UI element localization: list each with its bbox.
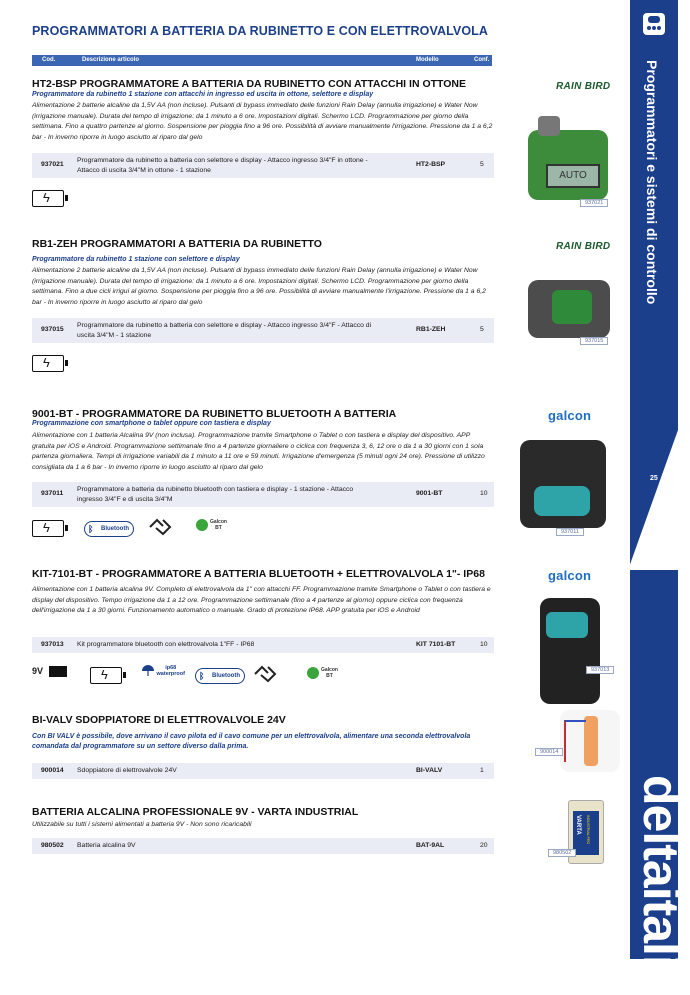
sidebar-notch [628,430,678,570]
item-code: 900014 [41,767,64,774]
product-title: HT2-BSP PROGRAMMATORE A BATTERIA DA RUBINETTO CON ATTACCHI IN OTTONE [32,78,466,90]
bluetooth-icon: ᛒ Bluetooth [84,521,134,537]
product-description: Alimentazione 2 batterie alcaline da 1,5V AA (non incluse). Pulsanti di bypass immediato delle funzioni Rain Delay (annulla irrigazione) e Water Now (irrigazione manuale). Durata del tempo di irrigazione: da 1 minuto a 6 ore. Impostazioni digitali. Schermo LCD. Programmazione per giorno della settimana. Fino a quattro partenze al giorno. Sospensione per pioggia fino a 96 ore. Possibilità di avviare manualmente l'irrigazione. Pressione da 1 a 6,2 bar - In inverno riporre in luogo asciutto al riparo dal gelo [32,102,493,141]
item-code: 937013 [41,641,64,648]
item-model: KIT 7101-BT [416,641,456,648]
item-code: 937015 [41,326,64,333]
controller-display [534,486,590,516]
varta-sublabel: INDUSTRIAL PRO [586,815,590,845]
ip68-waterproof-icon: ip68 waterproof [141,664,185,678]
product-title: RB1-ZEH PROGRAMMATORI A BATTERIA DA RUBINETTO [32,238,322,250]
brand-logo: deltaitalia [633,775,689,995]
lcd-display: AUTO [546,164,600,188]
header-desc: Descrizione articolo [82,57,140,63]
galcon-bt-icon: Galcon BT [196,519,227,531]
product-title: BATTERIA ALCALINA PROFESSIONALE 9V - VARTA INDUSTRIAL [32,806,359,818]
item-description: Kit programmatore bluetooth con elettrovalvola 1"FF - IP68 [77,641,255,648]
product-subtitle: Programmatore da rubinetto 1 stazione con attacchi in ingresso ed uscita in ottone, selettore e display [32,91,374,98]
image-code: 937011 [556,528,584,536]
item-qty: 20 [480,842,488,849]
product-description: Alimentazione con 1 batteria alcalina 9V. Completo di elettrovalvola da 1" con attacchi FF. Programmazione tramite Smartphone o Tablet o con tastiera e display del dispositivo. Tempo irrigazione da 1 a 12 ore. Programmazione settimanale (fino a 4 partenze al giorno) oppure ciclica con frequenza dell'irrigazione da 1 a 30 giorni. Funzionamento automatico o manuale. Grado di protezione IP68. APP gratuita per iOS e Android [32,586,491,614]
image-code: 937015 [580,337,608,345]
varta-label: VARTA [575,815,581,835]
item-code: 980502 [41,842,64,849]
battery-icon: ϟ [90,667,122,684]
product-title: KIT-7101-BT - PROGRAMMATORE A BATTERIA BLUETOOTH + ELETTROVALVOLA 1"- IP68 [32,568,485,580]
table-row [32,763,494,779]
item-model: HT2-BSP [416,161,446,168]
controller-display [546,612,588,638]
image-code: 937021 [580,199,608,207]
battery-icon: ϟ [32,190,64,207]
item-code: 937011 [41,490,64,497]
section-tab-title: Programmatori e sistemi di controllo [644,60,660,305]
galcon-logo: galcon [548,568,592,583]
product-subtitle: Con BI VALV è possibile, dove arrivano il cavo pilota ed il cavo comune per un elettrovalvola, alimentare una seconda elettrovalvola comandata dal programmatore su un settore diverso dalla prima. [32,733,471,750]
product-title: BI-VALV SDOPPIATORE DI ELETTROVALVOLE 24V [32,714,286,726]
item-description: Sdoppiatore di elettrovalvole 24V [77,767,177,774]
link-icon [146,517,174,542]
item-description: Batteria alcalina 9V [77,842,136,849]
table-header [32,55,492,66]
item-code: 937021 [41,161,64,168]
header-model: Modello [416,57,439,63]
item-model: 9001-BT [416,490,443,497]
header-cod: Cod. [42,57,56,63]
item-qty: 5 [480,326,484,333]
product-image-bivalv [560,710,620,772]
table-row [32,318,494,343]
splitter-body [584,716,598,766]
table-row [32,838,494,854]
image-code: 980502 [548,849,576,857]
page-title: PROGRAMMATORI A BATTERIA DA RUBINETTO E CON ELETTROVALVOLA [32,24,489,38]
item-qty: 10 [480,641,488,648]
header-qty: Conf. [474,57,490,63]
product-subtitle: Programmazione con smartphone o tablet oppure con tastiera e display [32,420,271,427]
bluetooth-icon: ᛒ Bluetooth [195,668,245,684]
rainbird-logo: RAIN BIRD [556,241,611,252]
product-image-rb1 [528,280,610,338]
item-description: Programmatore da rubinetto a batteria con selettore e display - Attacco ingresso 3/4"F - Attacco di uscita 3/4"M - 1 stazione [77,322,372,339]
faucet-connector [538,116,560,136]
controller-body [552,290,592,324]
table-row [32,153,494,178]
item-qty: 10 [480,490,488,497]
galcon-bt-icon: Galcon BT [307,667,338,679]
app-icon [643,13,665,35]
product-subtitle: Programmatore da rubinetto 1 stazione con selettore e display [32,256,240,263]
product-description: Alimentazione 2 batterie alcaline da 1,5V AA (non incluse). Pulsanti di bypass immediato delle funzioni Rain Delay (annulla irrigazione) e Water Now (irrigazione manuale). Durata del tempo di irrigazione: da 1 minuto a 6 ore. Impostazioni digitali. Schermo LCD. Programmazione per giorno della settimana. Fino a due cicli irrigui al giorno. Sospensione per pioggia fino a 96 ore. Possibilità di avviare manualmente l'irrigazione. Pressione da 1 a 6,2 bar - In inverno riporre in luogo asciutto al riparo dal gelo [32,267,486,306]
product-title: 9001-BT - PROGRAMMATORE DA RUBINETTO BLUETOOTH A BATTERIA [32,408,397,420]
9v-battery-icon: 9V [32,666,67,677]
product-image-kit7101 [540,598,600,704]
image-code: 937013 [586,666,614,674]
table-row [32,637,494,653]
item-description: Programmatore a batteria da rubinetto bluetooth con tastiera e display - 1 stazione - Attacco ingresso 3/4"F e di uscita 3/4"M [77,486,354,503]
page-number: 25 [650,475,658,482]
galcon-logo: galcon [548,408,592,423]
image-code: 900014 [535,748,563,756]
item-qty: 1 [480,767,484,774]
cables [564,720,586,762]
battery-icon: ϟ [32,520,64,537]
battery-icon: ϟ [32,355,64,372]
item-model: BI-VALV [416,767,443,774]
item-description: Programmatore da rubinetto a batteria con selettore e display - Attacco ingresso 3/4"F in ottone - Attacco di uscita 3/4"M in ottone - 1 stazione [77,157,368,174]
table-row [32,482,494,507]
item-qty: 5 [480,161,484,168]
item-model: BAT-9AL [416,842,445,849]
product-image-9001bt [520,440,606,528]
item-model: RB1-ZEH [416,326,446,333]
product-image-ht2 [528,130,608,200]
product-description: Alimentazione con 1 batteria Alcalina 9V (non inclusa). Programmazione tramite Smartphone o Tablet o con tastiera e display del dispositivo. APP gratuita per iOS e Android. Programmazione settimanale fino a 4 partenze giornaliere o ciclica con frequenza 3, 6, 12 ore o da 1 a 30 giorni con 1 sola partenza giornaliera. Tempi di irrigazione variabili da 1 minuto a 11 ore e 59 minuti. Irrigazione d'emergenza (5 minuti ogni 24 ore). Pressione di utilizzo consigliata da 1 a 6 bar - In inverno riporre in luogo asciutto al riparo dal gelo [32,432,485,471]
rainbird-logo: RAIN BIRD [556,81,611,92]
product-description: Utilizzabile su tutti i sistemi alimentati a batteria 9V - Non sono ricaricabili [32,821,252,828]
link-icon [251,664,279,689]
